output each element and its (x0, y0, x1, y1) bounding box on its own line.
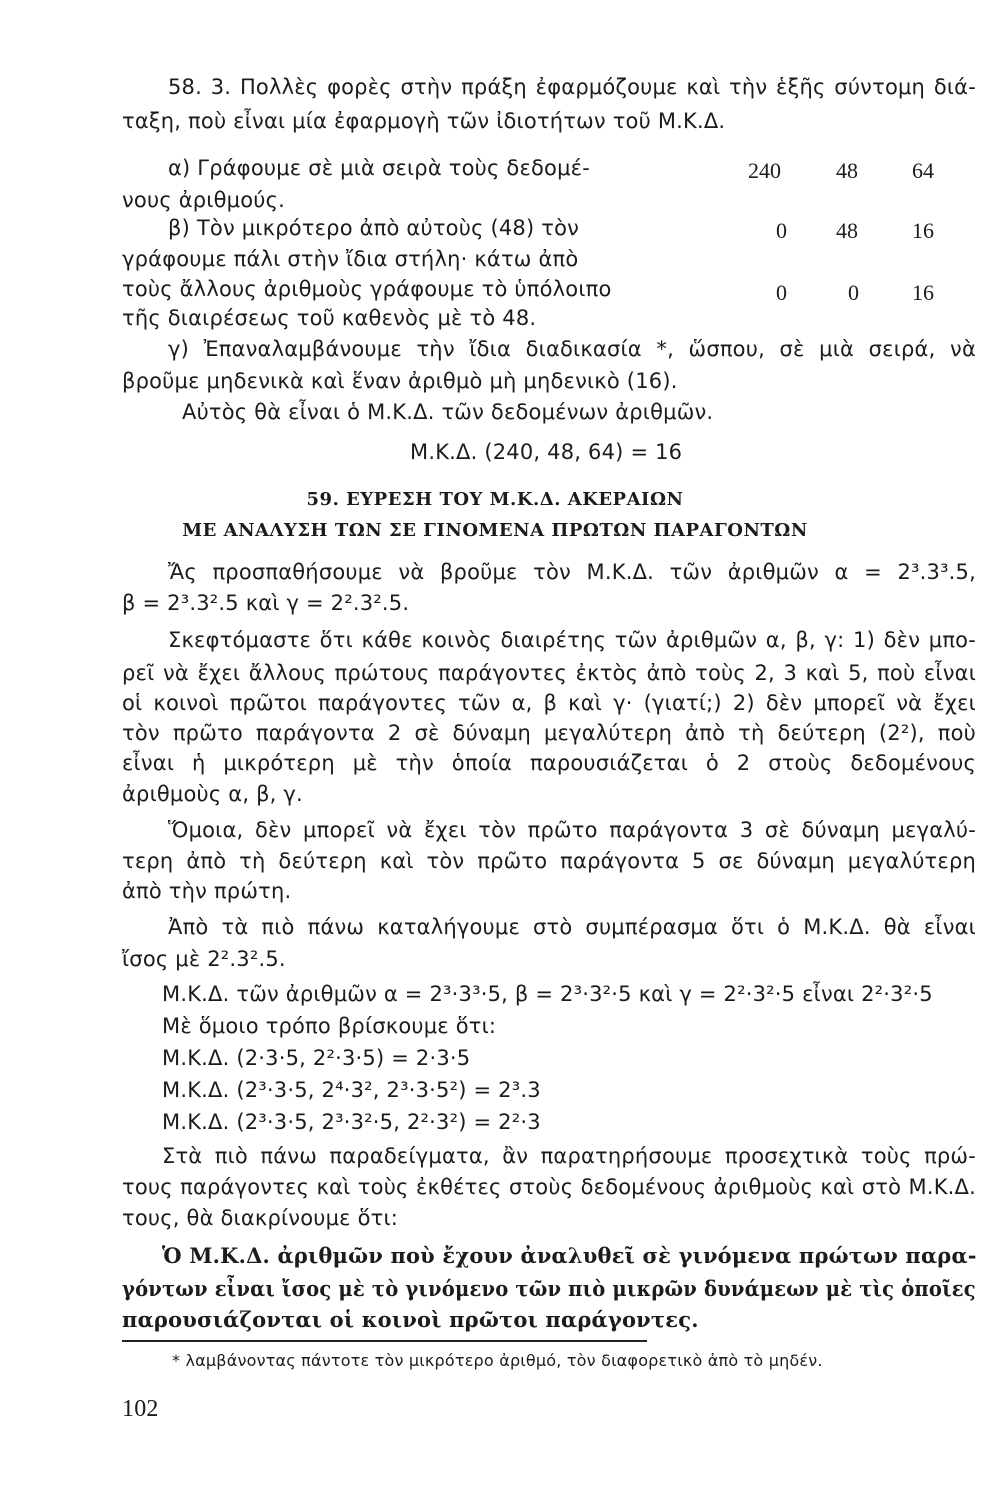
s59-line: Μ.Κ.Δ. (2³·3·5, 2⁴·3², 2³·3·5²) = 2³.3 (162, 1078, 541, 1102)
step-a-line-2: νους ἀριθμούς. (122, 188, 286, 212)
step-b-line-2: γράφουμε πάλι στὴν ἴδια στήλη· κάτω ἀπὸ (122, 247, 579, 271)
rule-line-2: γόντων εἶναι ἴσος μὲ τὸ γινόμενο τῶν πιὸ μικρῶν δυνάμεων μὲ τὶς ὁποῖες (122, 1276, 976, 1301)
section-58-line-1: 58. 3. Πολλὲς φορὲς στὴν πράξη ἐφαρμόζουμε καὶ τὴν ἑξῆς σύντομη διά- (168, 75, 976, 99)
s59-line: Μὲ ὅμοιο τρόπο βρίσκουμε ὅτι: (162, 1014, 497, 1038)
s59-line: Μ.Κ.Δ. (2·3·5, 2²·3·5) = 2·3·5 (162, 1046, 471, 1070)
s59-line: Μ.Κ.Δ. τῶν ἀριθμῶν α = 2³·3³·5, β = 2³·3²·5 καὶ γ = 2²·3²·5 εἶναι 2²·3²·5 (162, 982, 933, 1006)
s59-line: ἀπὸ τὴν πρώτη. (122, 879, 292, 903)
footnote: * λαμβάνοντας πάντοτε τὸν μικρότερο ἀριθμό, τὸν διαφορετικὸ ἀπὸ τὸ μηδέν. (172, 1351, 823, 1370)
rule-line-1: Ὁ Μ.Κ.Δ. ἀριθμῶν ποὺ ἔχουν ἀναλυθεῖ σὲ γινόμενα πρώτων παρα- (162, 1243, 977, 1268)
step-b-line-4: τῆς διαιρέσεως τοῦ καθενὸς μὲ τὸ 48. (122, 306, 537, 330)
gcd-result: Μ.Κ.Δ. (240, 48, 64) = 16 (410, 440, 683, 464)
table-cell: 16 (912, 218, 934, 243)
table-cell: 16 (912, 280, 934, 305)
footnote-divider (122, 1340, 647, 1342)
s59-line: Σκεφτόμαστε ὅτι κάθε κοινὸς διαιρέτης τῶν ἀριθμῶν α, β, γ: 1) δὲν μπο- (168, 628, 976, 652)
s59-line: Ὅμοια, δὲν μπορεῖ νὰ ἔχει τὸν πρῶτο παράγοντα 3 σὲ δύναμη μεγαλύ- (168, 818, 976, 842)
s59-line: Ἄς προσπαθήσουμε νὰ βροῦμε τὸν Μ.Κ.Δ. τῶν ἀριθμῶν α = 2³.3³.5, (168, 560, 976, 584)
section-59-heading-1: 59. ΕΥΡΕΣΗ ΤΟΥ Μ.Κ.Δ. ΑΚΕΡΑΙΩΝ (306, 489, 684, 510)
s59-line: β = 2³.3².5 καὶ γ = 2².3².5. (122, 591, 410, 615)
s59-line: ἴσος μὲ 2².3².5. (122, 947, 286, 971)
s59-line: τους παράγοντες καὶ τοὺς ἐκθέτες στοὺς δεδομένους ἀριθμοὺς καὶ στὸ Μ.Κ.Δ. (122, 1175, 976, 1199)
conclusion-line: Αὐτὸς θὰ εἶναι ὁ Μ.Κ.Δ. τῶν δεδομένων ἀριθμῶν. (182, 400, 714, 424)
section-58-line-2: ταξη, ποὺ εἶναι μία ἐφαρμογὴ τῶν ἰδιοτήτων τοῦ Μ.Κ.Δ. (122, 109, 726, 133)
table-cell: 0 (848, 280, 859, 305)
step-a-line-1: α) Γράφουμε σὲ μιὰ σειρὰ τοὺς δεδομέ- (168, 156, 590, 180)
s59-line: εἶναι ἡ μικρότερη μὲ τὴν ὁποία παρουσιάζεται ὁ 2 στοὺς δεδομένους (122, 751, 976, 775)
s59-line: τὸν πρῶτο παράγοντα 2 σὲ δύναμη μεγαλύτερη ἀπὸ τὴ δεύτερη (2²), ποὺ (122, 721, 976, 745)
table-cell: 0 (776, 280, 787, 305)
s59-line: οἱ κοινοὶ πρῶτοι παράγοντες τῶν α, β καὶ γ· (γιατί;) 2) δὲν μπορεῖ νὰ ἔχει (122, 691, 976, 715)
step-c-line-2: βροῦμε μηδενικὰ καὶ ἕναν ἀριθμὸ μὴ μηδενικὸ (16). (122, 369, 678, 393)
section-59-heading-2: ΜΕ ΑΝΑΛΥΣΗ ΤΩΝ ΣΕ ΓΙΝΟΜΕΝΑ ΠΡΩΤΩΝ ΠΑΡΑΓΟΝΤΩΝ (182, 520, 808, 541)
s59-line: Μ.Κ.Δ. (2³·3·5, 2³·3²·5, 2²·3²) = 2²·3 (162, 1110, 541, 1134)
table-cell: 240 (748, 158, 781, 183)
s59-line: ρεῖ νὰ ἔχει ἄλλους πρώτους παράγοντες ἐκτὸς ἀπὸ τοὺς 2, 3 καὶ 5, ποὺ εἶναι (122, 661, 976, 685)
table-cell: 64 (912, 158, 934, 183)
table-cell: 48 (836, 218, 858, 243)
page-number: 102 (122, 1396, 159, 1422)
step-b-line-3: τοὺς ἄλλους ἀριθμοὺς γράφουμε τὸ ὑπόλοιπο (122, 277, 612, 301)
s59-line: Ἀπὸ τὰ πιὸ πάνω καταλήγουμε στὸ συμπέρασμα ὅτι ὁ Μ.Κ.Δ. θὰ εἶναι (168, 915, 976, 939)
step-c-line-1: γ) Ἐπαναλαμβάνουμε τὴν ἴδια διαδικασία *, ὥσπου, σὲ μιὰ σειρά, νὰ (168, 337, 976, 361)
s59-line: Στὰ πιὸ πάνω παραδείγματα, ἂν παρατηρήσουμε προσεχτικὰ τοὺς πρώ- (162, 1144, 976, 1168)
s59-line: ἀριθμοὺς α, β, γ. (122, 782, 303, 806)
s59-line: τους, θὰ διακρίνουμε ὅτι: (122, 1206, 399, 1230)
step-b-line-1: β) Τὸν μικρότερο ἀπὸ αὐτοὺς (48) τὸν (168, 216, 580, 240)
rule-line-3: παρουσιάζονται οἱ κοινοὶ πρῶτοι παράγοντες. (122, 1307, 699, 1332)
s59-line: τερη ἀπὸ τὴ δεύτερη καὶ τὸν πρῶτο παράγοντα 5 σε δύναμη μεγαλύτερη (122, 849, 976, 873)
table-cell: 0 (776, 218, 787, 243)
table-cell: 48 (836, 158, 858, 183)
